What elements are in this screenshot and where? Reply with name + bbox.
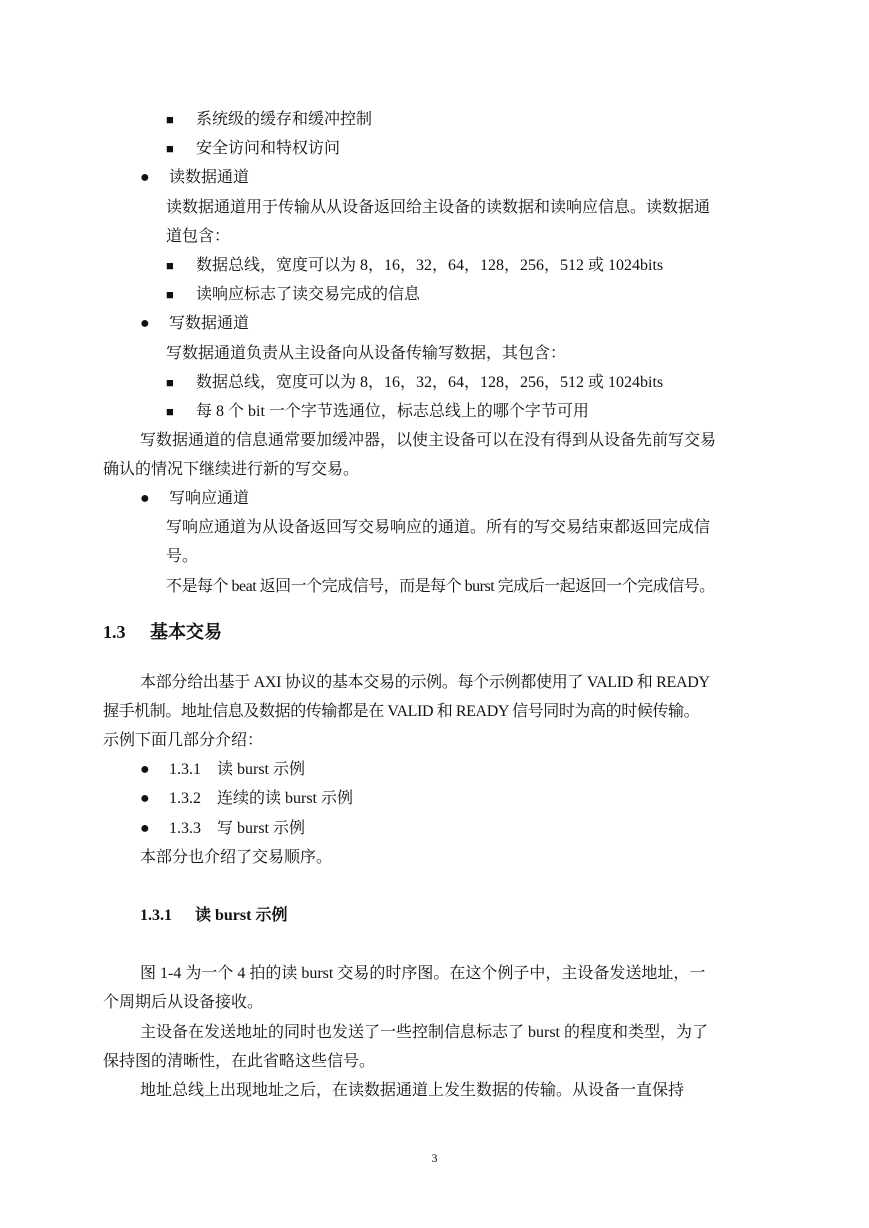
list-item: 数据总线，宽度可以为 8，16，32，64，128，256，512 或 1024bits: [196, 257, 664, 274]
list-item: 读响应标志了读交易完成的信息: [196, 286, 421, 303]
square-bullet-icon: ■: [166, 287, 174, 302]
list-item: 1.3.2 连续的读 burst 示例: [169, 790, 354, 807]
paragraph-line: 读数据通道用于传输从从设备返回给主设备的读数据和读响应信息。读数据通: [166, 199, 711, 216]
dot-bullet-icon: ●: [140, 790, 150, 807]
dot-bullet-icon: ●: [140, 315, 150, 332]
square-bullet-icon: ■: [166, 375, 174, 390]
subsection-number: 1.3.1: [140, 907, 172, 924]
dot-bullet-icon: ●: [140, 761, 150, 778]
section-title: 基本交易: [150, 622, 222, 642]
list-item: 每 8 个 bit 一个字节选通位，标志总线上的哪个字节可用: [196, 403, 589, 420]
paragraph-line: 握手机制。地址信息及数据的传输都是在 VALID 和 READY 信号同时为高的时候传输。: [103, 703, 700, 720]
paragraph-line: 不是每个 beat 返回一个完成信号，而是每个 burst 完成后一起返回一个完成信号。: [166, 578, 715, 595]
subsection-title: 读 burst 示例: [195, 907, 288, 924]
paragraph-line: 写数据通道的信息通常要加缓冲器，以使主设备可以在没有得到从设备先前写交易: [140, 432, 717, 449]
paragraph-line: 图 1-4 为一个 4 拍的读 burst 交易的时序图。在这个例子中，主设备发送地址，一: [140, 965, 706, 982]
list-item: 数据总线，宽度可以为 8，16，32，64，128，256，512 或 1024bits: [196, 374, 664, 391]
square-bullet-icon: ■: [166, 404, 174, 419]
paragraph-line: 地址总线上出现地址之后，在读数据通道上发生数据的传输。从设备一直保持: [140, 1082, 685, 1099]
list-item: 系统级的缓存和缓冲控制: [196, 111, 373, 128]
paragraph-line: 本部分给出基于 AXI 协议的基本交易的示例。每个示例都使用了 VALID 和 READY: [140, 674, 710, 691]
section-number: 1.3: [103, 622, 126, 642]
page-number: 3: [431, 1151, 438, 1165]
paragraph-line: 本部分也介绍了交易顺序。: [140, 849, 333, 866]
paragraph-line: 确认的情况下继续进行新的写交易。: [103, 461, 360, 478]
dot-bullet-icon: ●: [140, 820, 150, 837]
paragraph-line: 保持图的清晰性，在此省略这些信号。: [103, 1053, 376, 1070]
dot-bullet-icon: ●: [140, 169, 150, 186]
list-item: 读数据通道: [169, 169, 250, 186]
square-bullet-icon: ■: [166, 258, 174, 273]
list-item: 写数据通道: [169, 315, 250, 332]
paragraph-line: 写数据通道负责从主设备向从设备传输写数据，其包含：: [166, 345, 567, 362]
list-item: 1.3.3 写 burst 示例: [169, 820, 306, 837]
square-bullet-icon: ■: [166, 112, 174, 127]
paragraph-line: 示例下面几部分介绍：: [103, 732, 264, 749]
list-item: 写响应通道: [169, 490, 250, 507]
paragraph-line: 个周期后从设备接收。: [103, 994, 264, 1011]
paragraph-line: 道包含：: [166, 228, 231, 245]
paragraph-line: 写响应通道为从设备返回写交易响应的通道。所有的写交易结束都返回完成信: [166, 519, 711, 536]
paragraph-line: 主设备在发送地址的同时也发送了一些控制信息标志了 burst 的程度和类型，为了: [140, 1024, 709, 1041]
list-item: 1.3.1 读 burst 示例: [169, 761, 306, 778]
list-item: 安全访问和特权访问: [196, 140, 341, 157]
square-bullet-icon: ■: [166, 141, 174, 156]
dot-bullet-icon: ●: [140, 490, 150, 507]
paragraph-line: 号。: [166, 548, 199, 565]
